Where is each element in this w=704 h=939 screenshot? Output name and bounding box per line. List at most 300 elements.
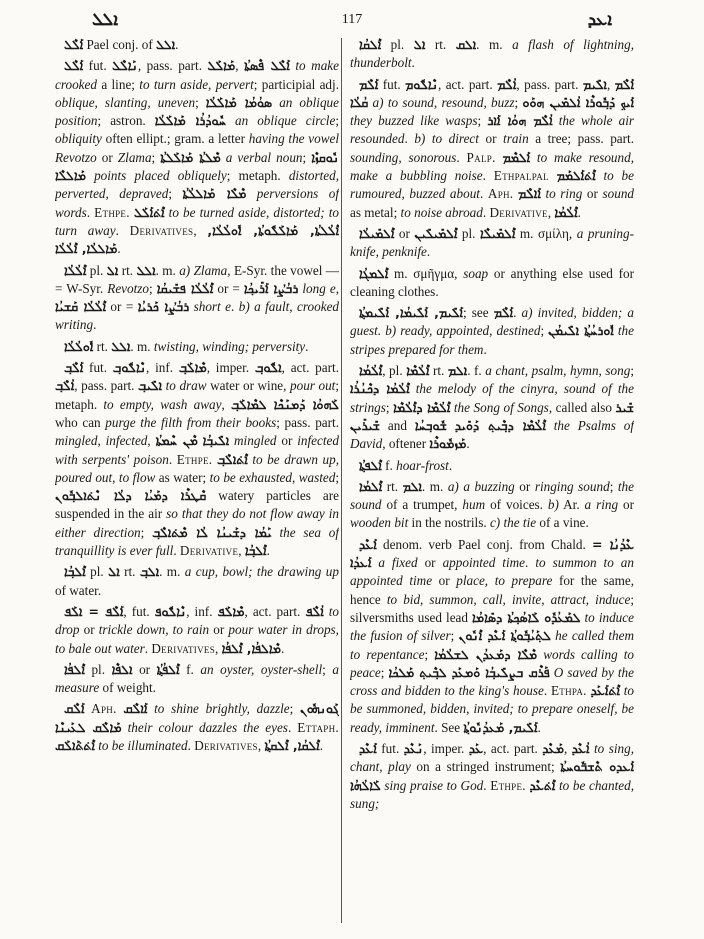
entry-text: . (173, 543, 180, 559)
syriac-word: ܐܰܥܕܘ ܬܶܫܒ݁ܽܘܚܬܳܐ ܠܰܐܠܳܗܳܐ (350, 759, 634, 793)
entry-text: ; (477, 113, 488, 129)
syriac-word: ܥܶܕܳܢܳܐ = ܐܰܥܕܳܐ (350, 536, 634, 571)
entry-text: . f. (467, 363, 486, 379)
syriac-word: ܐܠܺܝܒ݂ (138, 378, 163, 394)
italic-gloss: an oblique circle (225, 113, 336, 129)
entry-text: Ar. (558, 497, 585, 513)
entry-text: pl. (381, 37, 414, 52)
syriac-word: ܐܰܠܺܝܡ, ܐܰܠܺܝܡܳܐ, ܐܰܠܺܝܡܬ݂ܳܐ (359, 305, 463, 321)
entry-text: , pass. part. (137, 58, 208, 74)
entry-text: . (117, 241, 121, 257)
italic-gloss: to prepare (494, 573, 553, 589)
syriac-word: ܐܰܐܠܶܩ (123, 701, 148, 717)
entry-text: a tree; pass. part. (528, 131, 634, 147)
syriac-word: ܫܺܝܪ ܫܺܝܪܺܝܢ (350, 399, 634, 433)
entry-text: ; (609, 478, 618, 494)
syriac-word: ܐܠ (413, 37, 426, 52)
page-header (0, 8, 704, 34)
left-column (55, 36, 339, 926)
syriac-word: ܐܰܠܶܩ (64, 701, 85, 717)
entry-text: as water; (155, 469, 210, 485)
syriac-word: ܐܽܘܪܚܳܬ݂ܳܐ ܐܠܺܝܡܳܢ (548, 323, 614, 339)
entry-text: , pl. (382, 363, 407, 379)
italic-gloss: to drop (55, 603, 339, 638)
dictionary-entry (55, 36, 339, 54)
syriac-word: ܠܬ݂ܰܝܳܒ݂ܽܘܬ݂ܳܐ ܐܰܥܶܕ ܐܶܢܽܘܢ (458, 628, 551, 644)
entry-text: rt. (119, 564, 140, 580)
entry-text: . (266, 543, 270, 559)
syriac-word: ܢܰܐܠܶܠ (112, 58, 138, 74)
entry-text: . (483, 341, 487, 357)
italic-gloss: pour water in drops, to bale out water (55, 622, 339, 656)
entry-text: , imper. (206, 360, 255, 376)
italic-gloss: to noise abroad (400, 204, 483, 220)
syriac-word: ܐܶܠܩܳܐ (359, 37, 382, 52)
entry-text: who can (55, 414, 106, 430)
entry-text: ; (168, 186, 183, 202)
entry-text: . (482, 168, 494, 184)
left-running-head: ܐܠܠ (92, 10, 119, 30)
italic-gloss: to shine brightly, dazzle (147, 701, 290, 717)
syriac-word: ܐܰܝܟ݂ ܕܰܒ݂ܽܘܪܶܐ ܐܳܠܡܺܝܢ ܗܘܰܘ (522, 94, 634, 110)
entry-text: ; (151, 149, 161, 165)
entry-text: or = (106, 299, 138, 315)
italic-gloss: to bid, summon, call, invite, attract, induce (386, 591, 631, 607)
syriac-word: ܡܰܐܠܰܠ (207, 58, 236, 74)
italic-gloss: soap (463, 265, 489, 281)
entry-text: . (175, 37, 179, 52)
italic-gloss: a ring (584, 497, 619, 513)
small-caps-label: Ethpe. (490, 777, 526, 793)
syriac-word: ܢܶܐܠܽܘܡ (405, 76, 438, 92)
syriac-word: ܐܰܠܡܶܡ (502, 149, 531, 165)
dictionary-entry (55, 700, 339, 755)
italic-gloss: Revotzo (107, 280, 150, 296)
syriac-word: ܢܰܥܶܕ (403, 740, 424, 756)
italic-gloss: the melody of the cinyra, sound of the strings (350, 381, 634, 415)
entry-text: Pael conj. of (83, 37, 157, 52)
entry-text: ; participial adj. (253, 76, 339, 92)
italic-gloss: to empty, wash away (103, 396, 222, 412)
entry-text: or (478, 131, 504, 147)
italic-gloss: words calling to peace (350, 646, 634, 680)
entry-text: often ellipt.; gram. a letter (101, 131, 249, 147)
entry-text: rt. (429, 363, 448, 379)
entry-text: , (193, 222, 208, 238)
syriac-word: ܐܶܠܳܠܳܐ (64, 262, 87, 278)
syriac-word: ܐܰܠܺܝܡ, ܡܰܥܕܳܢܽܘܬ݂ܳܐ (463, 719, 538, 735)
italic-gloss: a verbal noun (220, 149, 303, 165)
syriac-word: ܢܽܘܩܙܶܐ ܡܰܐܠܠܶܐ (55, 149, 339, 184)
small-caps-label: Ethpa. (550, 683, 587, 699)
syriac-word: ܐܠ (106, 262, 119, 278)
entry-text: ; silversmiths used lead (350, 591, 634, 625)
syriac-word: ܐܶܠܡܺܝܠܳܐ (359, 225, 395, 241)
entry-text: fut. (378, 76, 406, 92)
italic-gloss: sound (602, 186, 634, 202)
italic-gloss: a cup, bowl; the drawing up (184, 564, 339, 580)
entry-text: . (483, 777, 491, 793)
entry-text: watery particles are suspended in the air (55, 488, 339, 522)
italic-gloss: ringing sound (534, 478, 610, 494)
small-caps-label: Derivative (179, 543, 239, 559)
small-caps-label: Aph. (487, 186, 514, 202)
italic-gloss: to ring (540, 186, 583, 202)
syriac-word: ܐܶܠܦܬ݂ܳܐ (359, 457, 382, 473)
syriac-word: ܐܰܠܶܠ ܦܶܣܬܳܐ (244, 58, 290, 74)
entry-text: , (484, 573, 495, 589)
entry-text: . (537, 719, 541, 735)
entry-text: ; (380, 664, 389, 680)
syriac-word: ܐܶܬ݁ܐܰܠܰܠ (133, 204, 165, 220)
syriac-word: ܡܶܠܶܐ ܡܰܐܠܠܳܬܳܐ (182, 186, 247, 202)
dictionary-entry (350, 76, 634, 222)
entry-text: denom. verb Pael conj. from Chald. (376, 536, 592, 552)
entry-text: or (417, 555, 443, 571)
italic-gloss: the Song of Songs (450, 399, 549, 415)
italic-gloss: to be turned aside, distorted; to turn away (55, 204, 339, 238)
syriac-word: ܐܶܠܳܡܳܐ (359, 363, 383, 379)
entry-text: ; metaph. (226, 168, 289, 184)
entry-text: ; (630, 363, 634, 379)
italic-gloss: to be exhausted, wasted (209, 469, 336, 485)
syriac-word: ܐܠܺܝܒ݂ܳܐ (202, 433, 230, 449)
dictionary-entry (55, 603, 339, 658)
italic-gloss: hum (462, 497, 486, 513)
entry-text: of water. (55, 582, 102, 598)
syriac-word: ܝܰܡܳܐ ܕܫܰܝܢܳܐ ܠܳܐ ܡܶܬ݁ܐܠܶܒ݂ (152, 524, 272, 540)
entry-text: ; (424, 646, 435, 662)
syriac-word: ܐܳܠܶܡ ܗܘܳܐ ܐܰܐܪ (487, 113, 553, 129)
italic-gloss: a measure (55, 661, 339, 696)
italic-gloss: to be chanted, sung; (350, 777, 634, 811)
syriac-word: ܢܶܐܠܽܘܒ݂ (112, 360, 146, 376)
entry-text: a line; (96, 76, 140, 92)
italic-gloss: a) invited, bidden; a guest. b) ready, appointed, destined (350, 305, 634, 339)
entry-text: or (132, 661, 157, 677)
italic-gloss: to be rumoured, buzzed about (350, 168, 634, 202)
dictionary-entry (55, 359, 339, 560)
right-running-head: ܐܥܕ (587, 10, 612, 30)
entry-text: . (404, 131, 415, 147)
italic-gloss: the Psalms of David (350, 417, 634, 452)
italic-gloss: the stripes prepared for them (350, 323, 634, 357)
syriac-word: ܐܠܒ݂ (139, 564, 160, 580)
italic-gloss: purge the filth from their books (105, 414, 277, 430)
dictionary-entry (55, 57, 339, 258)
syriac-word: ܐܶܠܦܳܐ (64, 661, 85, 677)
entry-text: , pass. part. (516, 76, 583, 92)
syriac-word: ܐܶܠܳܡܳܐ ܕܟܶܢܳܪܳܐ (350, 381, 410, 397)
italic-gloss: a flash of lightning, thunderbolt (350, 37, 634, 71)
syriac-word: ܡܶܢ ܚܶܡܬܳܐ (155, 433, 198, 449)
syriac-word: ܐܠܠ (156, 37, 176, 52)
italic-gloss: the whole air resounded (350, 113, 634, 147)
italic-gloss: a) to sound, resound, buzz (368, 94, 515, 110)
entry-text: . See (434, 719, 464, 735)
entry-text: , (563, 740, 572, 756)
syriac-word: ܡܶܐܠܦܳܐ, ܐܶܠܦܳܐ (221, 640, 281, 656)
entry-text: . (456, 149, 467, 165)
small-caps-label: Ethpalpal (493, 168, 549, 184)
entry-text: . (577, 204, 581, 220)
entry-text: . m. (130, 338, 154, 354)
syriac-word: ܐܶܬ݁ܐܠܶܒ݂ (217, 451, 248, 467)
entry-text: . (479, 186, 488, 202)
syriac-word: ܐܶܠܡܺܝܠܶܐ (480, 225, 516, 241)
entry-text: for the same, hence (350, 573, 634, 607)
syriac-word: ܐܠܠ (111, 338, 131, 354)
syriac-word: ܐܳܠܶܒ݂ (55, 378, 75, 394)
entry-text: as metal; (350, 204, 401, 220)
italic-gloss: hoar-frost (396, 457, 449, 473)
entry-text: , act. part. (437, 76, 498, 92)
syriac-word: ܡܶܠܬܳܐ ܡܰܐܠܰܠܬܳܐ (160, 149, 221, 165)
entry-text: , (257, 737, 265, 753)
syriac-word: ܐܰܠܶܒ݂ (64, 360, 84, 376)
syriac-word: ܐܶܠܡܺܝܠܺܝܢ (414, 225, 458, 241)
entry-text: f. (381, 457, 397, 473)
entry-text: on a stringed instrument; (410, 759, 561, 775)
entry-text: fut. (376, 740, 404, 756)
italic-gloss: trickle down, to rain (98, 622, 210, 638)
entry-text: , oftener (382, 436, 430, 452)
syriac-word: ܐܶܠܡܳܐ (359, 478, 383, 494)
entry-text: f. (179, 661, 201, 677)
entry-text: and (380, 417, 415, 433)
entry-text: or (394, 225, 415, 241)
entry-text: pl. (86, 262, 107, 278)
italic-gloss: perversions of words (55, 186, 339, 220)
italic-gloss: a fixed (371, 555, 418, 571)
italic-gloss: place (456, 573, 485, 589)
italic-gloss: to make crooked (55, 58, 339, 92)
entry-text: ; astron. (97, 113, 155, 129)
italic-gloss: their colour dazzles the eyes (121, 719, 288, 735)
syriac-word: ܐܶܠܩܳܐ, ܐܶܠܩܬ݂ܳܐ (264, 737, 320, 753)
syriac-word: ܐܰܠܶܠ (64, 58, 84, 74)
italic-gloss: an oblique position (55, 94, 339, 129)
italic-gloss: b) to direct (414, 131, 479, 147)
entry-text: . (187, 737, 195, 753)
dictionary-entry (350, 304, 634, 359)
italic-gloss: a) a buzzing (447, 478, 515, 494)
entry-text: . (144, 640, 152, 656)
syriac-word: ܐܠܦܶܐ (111, 661, 133, 677)
italic-gloss: wooden bit (350, 515, 409, 531)
entry-text: . (168, 451, 177, 467)
entry-text: . m. (155, 262, 180, 278)
syriac-word: ܚܽܘܕܳܪܳܐ ܡܰܐܠܰܠܳܐ (154, 113, 226, 129)
small-caps-label: Ettaph. (297, 719, 339, 735)
entry-text: or (209, 622, 229, 638)
syriac-word: ܐܽܘܠܳܠܳܐ (64, 338, 94, 354)
entry-text: ; (335, 113, 339, 129)
entry-text: or (582, 186, 603, 202)
syriac-word: ܡܰܥܶܕ (542, 740, 564, 756)
entry-text: pl. (84, 661, 112, 677)
entry-text: rt. (382, 478, 403, 494)
syriac-word: ܪܒܳܨܳܐ ܐܰܪܺܝܟ݂ܳܐ (243, 280, 299, 296)
syriac-word: ܐܶܠܳܡܶܐ (406, 363, 430, 379)
italic-gloss: distorted, perverted, depraved (55, 168, 339, 202)
italic-gloss: b) (547, 497, 559, 513)
italic-gloss: so that they do not flow away in either direction (55, 506, 339, 540)
entry-text: , act. part. (281, 360, 339, 376)
entry-text: ; (322, 661, 333, 677)
entry-text: , (215, 640, 222, 656)
dictionary-entry (350, 362, 634, 453)
small-caps-label: Palp. (466, 149, 496, 165)
syriac-word: ܐܰܥܶܕ (359, 740, 377, 756)
entry-text: . (281, 640, 285, 656)
syriac-word: ܐܳܠܶܦ (305, 603, 324, 619)
entry-text: , (547, 204, 555, 220)
entry-text: . m. (476, 37, 513, 52)
entry-text: ; (289, 701, 300, 717)
syriac-word: ܐܶܬ݁ܐܰܠܡܰܡ (556, 168, 596, 184)
entry-text: water or wine, (206, 378, 291, 394)
entry-text: . (231, 299, 239, 315)
entry-text: ; see (462, 305, 494, 321)
small-caps-label: Derivatives (151, 640, 216, 656)
italic-gloss: twisting, winding; perversity (153, 338, 306, 354)
small-caps-label: Ethpe. (94, 204, 130, 220)
syriac-word: ܐܠܡ (402, 478, 422, 494)
entry-text (496, 150, 503, 165)
syriac-word: ܡܶܠܶܐ ܕܡܰܥܕܳܢ ܠܫܠܳܡܳܐ (434, 646, 538, 662)
italic-gloss: c) the tie (489, 515, 537, 531)
entry-text: . (319, 737, 323, 753)
entry-text: , act. part. (483, 740, 543, 756)
entry-text: , imper. (423, 740, 469, 756)
entry-text: ; (385, 399, 394, 415)
italic-gloss: pour out (290, 378, 336, 394)
italic-gloss: having the vowel Revotzo (55, 131, 339, 165)
entry-text: . (305, 338, 309, 354)
entry-text: pl. (457, 225, 481, 241)
italic-gloss: appointed time (442, 555, 526, 571)
syriac-word: ܢܶܐܠܽܘܦ (154, 603, 187, 619)
italic-gloss: they buzzed like wasps (350, 113, 478, 129)
small-caps-label: Ethpe. (176, 451, 213, 467)
entry-text: ; (140, 524, 153, 540)
italic-gloss: an oyster, oyster-shell (200, 661, 323, 677)
dictionary-entry (55, 661, 339, 698)
syriac-word: ܐܶܠܒ݂ܳܐ (64, 564, 86, 580)
syriac-word: ܐܶܠܳܠܳܐ ܩܰܫܝܳܐ (55, 299, 106, 315)
dictionary-entry (350, 536, 634, 737)
syriac-word: ܡܰܙܡܽܘܪܶܐ (429, 436, 467, 452)
entry-text: or (618, 497, 634, 513)
syriac-word: ܐܶܠܒ݂ܳܐ (244, 543, 267, 559)
entry-text: . (482, 204, 490, 220)
entry-text: in the nostrils. (408, 515, 490, 531)
syriac-word: ܐܰܠܶܡ (359, 76, 379, 92)
italic-gloss: oblique, slanting, uneven (55, 94, 196, 110)
entry-text: , pass. part. (74, 378, 139, 394)
italic-gloss: to sing, chant, play (350, 740, 634, 775)
entry-text: , called also (548, 399, 616, 415)
syriac-word: ܐܶܬ݁ܐܰܥܰܕ (590, 683, 620, 699)
italic-gloss: to draw (162, 378, 207, 394)
syriac-word: ܐܰܠܶܡ (493, 305, 514, 321)
syriac-word: ܩܶܛܪܶܐ ܕܡܰܝܳܐ ܕܠܳܐ ܢܶܬ݁ܐܠܒ݂ܽܘܢ (55, 488, 207, 504)
syriac-word: ܫܽܘܒ݂ܚܳܐ (414, 417, 447, 433)
syriac-word: ܐܶܠܳܠܳܐ ܦܫܺܝܩܳܐ (156, 280, 214, 296)
entry-text: ; (450, 628, 459, 644)
syriac-word: ܐܶܬ݁ܥܶܕ (529, 777, 556, 793)
small-caps-label: Derivative (489, 204, 548, 220)
entry-text: or (432, 573, 457, 589)
italic-gloss: the sound (350, 478, 634, 513)
entry-text: ; (302, 149, 312, 165)
syriac-word: ܐܠܡ (447, 363, 468, 379)
entry-text: rt. (425, 37, 456, 52)
entry-text (549, 168, 557, 183)
syriac-word: ܐܶܠܳܠܬܳܐ, ܡܰܐܠܰܠܽܘܬܳܐ, ܐܽܘܠܳܠܳܐ, ܡܰܐܠܠܳܐ, ܐܶܠܳܠܳܐ (55, 222, 339, 257)
syriac-word: ܐܰܥܶܕ (359, 536, 377, 552)
entry-text: , E-Syr. the vowel — = W-Syr. (55, 262, 339, 296)
italic-gloss: train (503, 131, 529, 147)
entry-text: of a trumpet, (381, 497, 463, 513)
entry-text: pl. (85, 564, 109, 580)
italic-gloss: to induce the fusion of silver (350, 609, 634, 644)
italic-gloss: O saved by the cross and bidden to the king's house (350, 664, 634, 699)
entry-text: , (221, 396, 232, 412)
entry-text: m. σμίλη, (515, 225, 577, 241)
dictionary-entry (350, 36, 634, 73)
entry-text: . m. (159, 564, 185, 580)
entry-text: . (93, 317, 97, 333)
entry-text: m. σμῆγμα, (388, 265, 464, 281)
dictionary-entry (55, 262, 339, 335)
entry-text: . (86, 204, 95, 220)
syriac-word: ܦܰܪܶܩ ܒܨܠܺܝܒ݂ܳܐ ܘܰܡܥܰܕ ܠܒ݂ܶܝܬ݂ ܡܰܠܟܳܐ (388, 664, 550, 680)
entry-text: , (238, 543, 245, 559)
syriac-word: ܡܶܐܠܰܦ (217, 603, 245, 619)
syriac-word: ܐܰܠܶܠ (64, 37, 84, 52)
italic-gloss: mingled, infected (55, 433, 148, 449)
syriac-word: ܐܶܬ݁ܬ݁ܰܐܠܰܩ (55, 737, 95, 753)
syriac-word: ܐܰܠܶܦ = ܐܠܰܦ (64, 603, 124, 619)
entry-text: or (514, 478, 535, 494)
syriac-word: ܐܰܐܠܶܡ (518, 186, 541, 202)
syriac-word: ܐܠ (108, 564, 120, 580)
syriac-word: ܐܶܠܳܡܳܐ (554, 204, 578, 220)
entry-text: or (276, 433, 298, 449)
entry-text: or (79, 622, 99, 638)
italic-gloss: Zlama (117, 149, 152, 165)
dictionary-entry (350, 478, 634, 533)
entry-text: ; (149, 280, 157, 296)
entry-text: . (466, 436, 470, 452)
entry-text: rt. (93, 338, 112, 354)
italic-gloss: a pruning-knife, penknife (350, 225, 634, 260)
italic-gloss: infected with serpents' poison (55, 433, 339, 467)
entry-text: ; (540, 323, 549, 339)
entry-text: . (287, 719, 298, 735)
entry-text: . (448, 457, 453, 473)
entry-text: . (411, 55, 415, 71)
entry-text: fut. (83, 360, 113, 376)
italic-gloss: he called them to repentance (350, 628, 634, 662)
entry-text: , (606, 76, 615, 92)
entry-text: , (335, 280, 339, 296)
syriac-word: ܐܶܠܳܡܶܐ ܕܒ݂ܶܝܬ݂ ܕܰܘܺܝܕ (454, 417, 546, 433)
entry-text: . (426, 244, 431, 260)
italic-gloss: short e (189, 299, 231, 315)
